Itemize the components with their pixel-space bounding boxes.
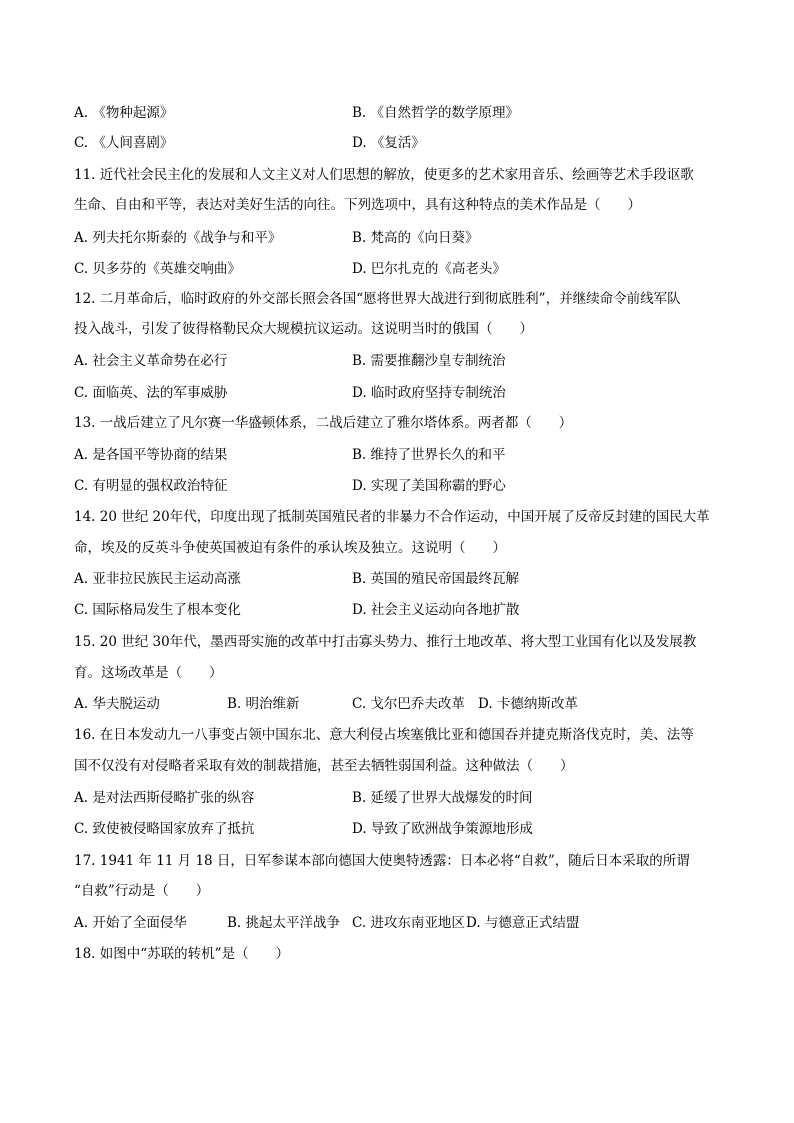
q14-option-d: D. 社会主义运动向各地扩散 — [352, 602, 520, 618]
q13-option-d: D. 实现了美国称霸的野心 — [352, 478, 506, 494]
q18-stem-line-1: 18. 如图中“苏联的转机”是（ ） — [74, 946, 290, 962]
q15-stem-line-1: 15. 20 世纪 30年代，墨西哥实施的改革中打击寡头势力、推行土地改革、将大型工业国有化以及发展教 — [74, 634, 697, 650]
q14-stem-line-1: 14. 20 世纪 20年代，印度出现了抵制英国殖民者的非暴力不合作运动，中国开展了反帝反封建的国民大革 — [74, 509, 710, 525]
q12-stem-line-2: 投入战斗，引发了彼得格勒民众大规模抗议运动。这说明当时的俄国（ ） — [74, 321, 533, 337]
q11-option-b: B. 梵高的《向日葵》 — [352, 230, 479, 246]
q17-option-c: C. 进攻东南亚地区 — [352, 915, 465, 931]
q14-option-c: C. 国际格局发生了根本变化 — [74, 602, 241, 618]
q10-option-a: A. 《物种起源》 — [74, 105, 174, 121]
q11-stem-line-1: 11. 近代社会民主化的发展和人文主义对人们思想的解放，使更多的艺术家用音乐、绘画等艺术手段讴歌 — [74, 167, 694, 183]
q15-option-b: B. 明治维新 — [227, 696, 300, 712]
q17-option-d: D. 与德意正式结盟 — [466, 915, 580, 931]
q12-stem-line-1: 12. 二月革命后，临时政府的外交部长照会各国“愿将世界大战进行到彻底胜利”，并继续命令前线军队 — [74, 291, 681, 307]
q16-option-b: B. 延缓了世界大战爆发的时间 — [352, 790, 533, 806]
q17-stem-line-2: “自救”行动是（ ） — [74, 883, 210, 899]
q17-stem-line-1: 17. 1941 年 11 月 18 日，日军参谋本部向德国大使奥特透露：日本必将“自救”，随后日本采取的所谓 — [74, 853, 690, 869]
q15-option-c: C. 戈尔巴乔夫改革 — [352, 696, 465, 712]
q17-option-a: A. 开始了全面侵华 — [74, 915, 187, 931]
q13-option-b: B. 维持了世界长久的和平 — [352, 447, 506, 463]
q10-option-b: B. 《自然哲学的数学原理》 — [352, 105, 520, 121]
q12-option-c: C. 面临英、法的军事威胁 — [74, 385, 228, 401]
q11-option-a: A. 列夫托尔斯泰的《战争与和平》 — [74, 230, 282, 246]
q10-option-d: D. 《复活》 — [352, 135, 425, 151]
q13-option-c: C. 有明显的强权政治特征 — [74, 478, 228, 494]
q16-option-d: D. 导致了欧洲战争策源地形成 — [352, 821, 533, 837]
q17-option-b: B. 挑起太平洋战争 — [227, 915, 341, 931]
q15-option-a: A. 华夫脱运动 — [74, 696, 160, 712]
q12-option-d: D. 临时政府坚持专制统治 — [352, 385, 506, 401]
q11-option-d: D. 巴尔扎克的《高老头》 — [352, 261, 506, 277]
q12-option-a: A. 社会主义革命势在必行 — [74, 353, 228, 369]
q15-stem-line-2: 育。这场改革是（ ） — [74, 665, 223, 681]
q10-option-c: C. 《人间喜剧》 — [74, 135, 174, 151]
q13-option-a: A. 是各国平等协商的结果 — [74, 447, 228, 463]
q16-stem-line-2: 国不仅没有对侵略者采取有效的制裁措施，甚至去牺牲弱国利益。这种做法（ ） — [74, 758, 574, 774]
q11-stem-line-2: 生命、自由和平等，表达对美好生活的向往。下列选项中，具有这种特点的美术作品是（ ） — [74, 197, 641, 213]
q14-option-a: A. 亚非拉民族民主运动高涨 — [74, 571, 241, 587]
q13-stem-line-1: 13. 一战后建立了凡尔赛一华盛顿体系，二战后建立了雅尔塔体系。两者都（ ） — [74, 415, 573, 431]
q16-option-c: C. 致使被侵略国家放弃了抵抗 — [74, 821, 255, 837]
q16-option-a: A. 是对法西斯侵略扩张的纵容 — [74, 790, 255, 806]
q14-stem-line-2: 命，埃及的反英斗争使英国被迫有条件的承认埃及独立。这说明（ ） — [74, 540, 506, 556]
q11-option-c: C. 贝多芬的《英雄交响曲》 — [74, 261, 241, 277]
q12-option-b: B. 需要推翻沙皇专制统治 — [352, 353, 506, 369]
q15-option-d: D. 卡德纳斯改革 — [478, 696, 578, 712]
q14-option-b: B. 英国的殖民帝国最终瓦解 — [352, 571, 520, 587]
q16-stem-line-1: 16. 在日本发动九一八事变占领中国东北、意大利侵占埃塞俄比亚和德国吞并捷克斯洛伐克时，美、法等 — [74, 727, 694, 743]
